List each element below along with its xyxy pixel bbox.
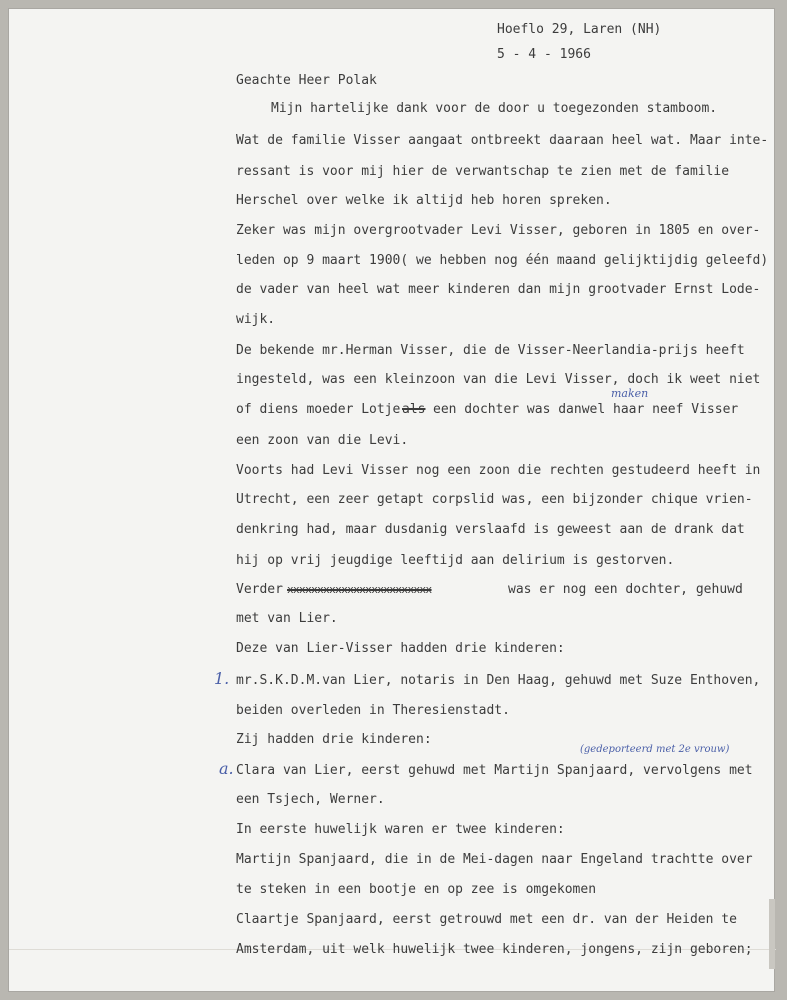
body-line-8: wijk. [236, 312, 276, 327]
body-line-20: mr.S.K.D.M.van Lier, notaris in Den Haag, gehuwd met Suze Enthoven, [236, 673, 761, 688]
body-line-2: Wat de familie Visser aangaat ontbreekt daaraan heel wat. Maar inte- [236, 133, 769, 148]
body-line-12: een zoon van die Levi. [236, 433, 409, 448]
letter-date: 5 - 4 - 1966 [497, 47, 591, 62]
body-line-19: Deze van Lier-Visser hadden drie kinderen: [236, 641, 565, 656]
handwritten-letter-a: a. [219, 759, 234, 778]
body-line-17a: Verder [236, 582, 283, 597]
body-line-7: de vader van heel wat meer kinderen dan mijn grootvader Ernst Lode- [236, 282, 761, 297]
body-line-14: Utrecht, een zeer getapt corpslid was, een bijzonder chique vrien- [236, 492, 753, 507]
body-line-16: hij op vrij jeugdige leeftijd aan delirium is gestorven. [236, 553, 675, 568]
body-line-18: met van Lier. [236, 611, 338, 626]
body-line-21: beiden overleden in Theresienstadt. [236, 703, 510, 718]
body-line-28: Claartje Spanjaard, eerst getrouwd met een dr. van der Heiden te [236, 912, 737, 927]
page-edge-shadow [769, 899, 775, 969]
handwritten-deported-note: (gedeporteerd met 2e vrouw) [580, 744, 730, 755]
body-line-22: Zij hadden drie kinderen: [236, 732, 432, 747]
salutation: Geachte Heer Polak [236, 73, 377, 88]
struck-text: xxxxxxxxxxxxxxxxxxxxxxxx [287, 583, 432, 596]
body-line-6: leden op 9 maart 1900( we hebben nog één maand gelijktijdig geleefd) [236, 253, 769, 268]
handwritten-number-1: 1. [214, 669, 230, 688]
body-line-25: In eerste huwelijk waren er twee kinderen: [236, 822, 565, 837]
body-line-11b: een dochter was danwel haar neef Visser [433, 402, 739, 417]
body-line-24: een Tsjech, Werner. [236, 792, 385, 807]
body-line-11a: of diens moeder Lotje [236, 402, 401, 417]
body-line-10: ingesteld, was een kleinzoon van die Levi Visser, doch ik weet niet [236, 372, 761, 387]
body-line-26: Martijn Spanjaard, die in de Mei-dagen naar Engeland trachtte over [236, 852, 753, 867]
body-line-1: Mijn hartelijke dank voor de door u toegezonden stamboom. [271, 101, 718, 116]
body-line-4: Herschel over welke ik altijd heb horen spreken. [236, 193, 612, 208]
struck-word: als [402, 402, 426, 417]
body-line-23: Clara van Lier, eerst gehuwd met Martijn Spanjaard, vervolgens met [236, 763, 753, 778]
body-line-5: Zeker was mijn overgrootvader Levi Visser, geboren in 1805 en over- [236, 223, 761, 238]
body-line-29: Amsterdam, uit welk huwelijk twee kinderen, jongens, zijn geboren; [236, 942, 753, 957]
sender-address: Hoeflo 29, Laren (NH) [497, 22, 662, 37]
body-line-3: ressant is voor mij hier de verwantschap te zien met de familie [236, 164, 730, 179]
body-line-15: denkring had, maar dusdanig verslaafd is geweest aan de drank dat [236, 522, 745, 537]
body-line-13: Voorts had Levi Visser nog een zoon die rechten gestudeerd heeft in [236, 463, 761, 478]
handwritten-note-maken: maken [611, 387, 649, 400]
body-line-17b: was er nog een dochter, gehuwd [508, 582, 743, 597]
body-line-9: De bekende mr.Herman Visser, die de Visser-Neerlandia-prijs heeft [236, 343, 745, 358]
body-line-27: te steken in een bootje en op zee is omgekomen [236, 882, 597, 897]
